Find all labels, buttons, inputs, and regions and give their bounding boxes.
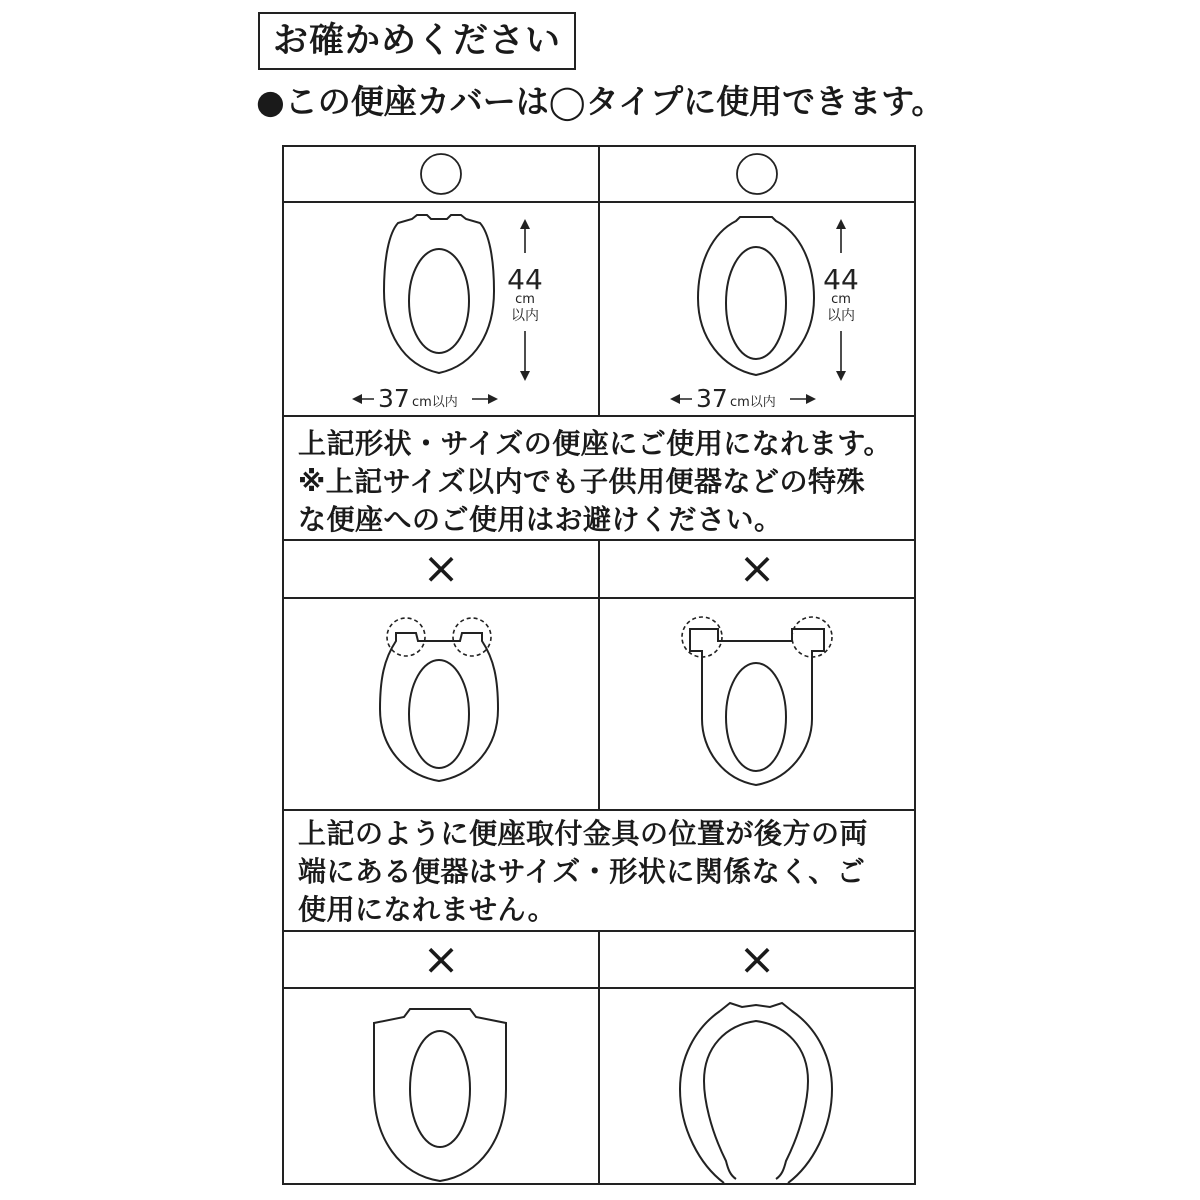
ng-fittings-square-cell (600, 599, 914, 809)
toilet-seat-round-icon (284, 203, 598, 415)
ok-mark-cell (600, 147, 914, 201)
compatibility-table (282, 145, 916, 1185)
width-value: 37 (378, 384, 410, 413)
divider (284, 415, 914, 417)
circle-ok-icon (735, 152, 779, 196)
toilet-seat-rear-fittings-square-icon (600, 599, 914, 809)
cross-ng-icon: × (422, 933, 460, 985)
incompatible-fittings-note: 上記のように便座取付金具の位置が後方の両 端にある便器はサイズ・形状に関係なく、ご 使用になれません。 (298, 817, 869, 926)
cross-ng-icon: × (422, 543, 460, 594)
height-suffix: 以内 (827, 308, 855, 324)
height-unit: cm (515, 292, 535, 307)
height-value: 44 (507, 263, 543, 296)
height-value: 44 (823, 263, 859, 296)
cross-ng-icon: × (738, 543, 776, 594)
toilet-seat-elongated-icon (600, 203, 914, 415)
cross-ng-icon: × (738, 933, 776, 985)
toilet-seat-rear-fittings-icon (284, 599, 598, 809)
page-title: お確かめください (258, 12, 576, 70)
circle-ok-icon (419, 152, 463, 196)
ok-mark-cell (284, 147, 598, 201)
compatible-note: 上記形状・サイズの便座にご使用になれます。 ※上記サイズ以内でも子供用便器などの特殊 な便座へのご使用はお避けください。 (298, 427, 893, 536)
height-unit: cm (831, 292, 851, 307)
ng-fittings-round-cell (284, 599, 598, 809)
ng-shape-open-front-cell (600, 989, 914, 1183)
ng-shape-square-cell (284, 989, 598, 1183)
ng-mark-cell (284, 932, 598, 987)
ng-mark-cell (284, 541, 598, 597)
ng-mark-cell (600, 932, 914, 987)
width-unit: cm以内 (412, 395, 458, 410)
divider (284, 809, 914, 811)
height-suffix: 以内 (511, 308, 539, 324)
usage-statement: ●この便座カバーは◯タイプに使用できます。 (256, 82, 945, 121)
toilet-seat-open-front-icon (600, 989, 914, 1183)
width-value: 37 (696, 384, 728, 413)
toilet-seat-square-front-icon (284, 989, 598, 1183)
ok-seat-elongated-cell (600, 203, 914, 415)
width-unit: cm以内 (730, 395, 776, 410)
ok-seat-round-cell (284, 203, 598, 415)
ng-mark-cell (600, 541, 914, 597)
